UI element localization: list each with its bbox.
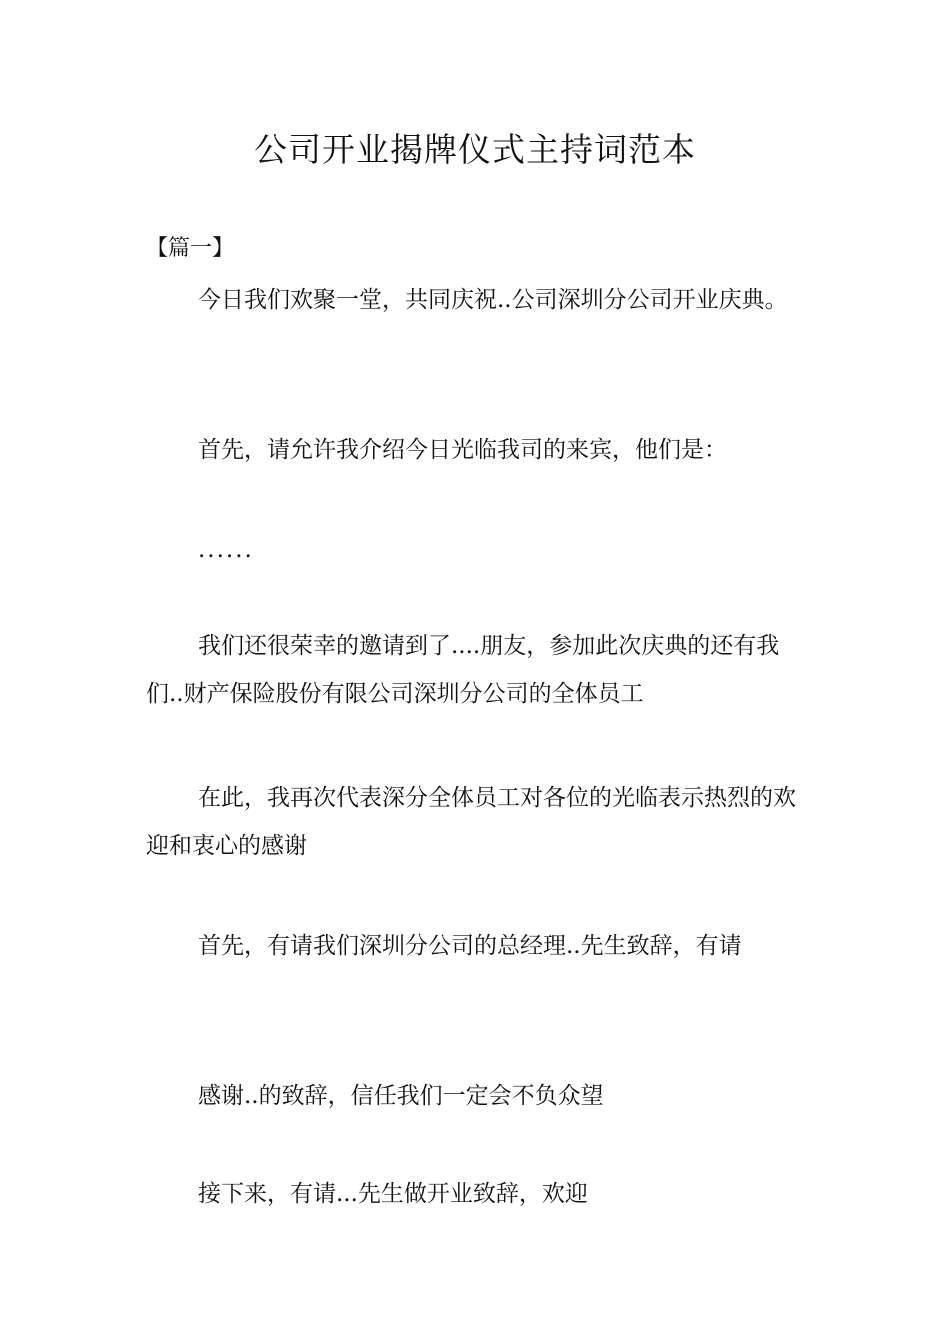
paragraph: 在此，我再次代表深分全体员工对各位的光临表示热烈的欢迎和衷心的感谢: [146, 785, 796, 859]
paragraph: 首先，请允许我介绍今日光临我司的来宾，他们是：: [198, 437, 727, 463]
paragraph: 感谢..的致辞，信任我们一定会不负众望: [198, 1083, 604, 1109]
paragraph: 我们还很荣幸的邀请到了....朋友，参加此次庆典的还有我们..财产保险股份有限公司深圳分公司的全体员工: [146, 633, 780, 707]
paragraph-ellipsis: ......: [198, 537, 254, 563]
paragraph: 首先，有请我们深圳分公司的总经理..先生致辞，有请: [198, 933, 742, 959]
document-title: 公司开业揭牌仪式主持词范本: [254, 130, 696, 169]
paragraph: 今日我们欢聚一堂，共同庆祝..公司深圳分公司开业庆典。: [198, 287, 788, 313]
section-label: 【篇一】: [146, 236, 235, 261]
paragraph: 接下来，有请...先生做开业致辞，欢迎: [198, 1181, 588, 1207]
